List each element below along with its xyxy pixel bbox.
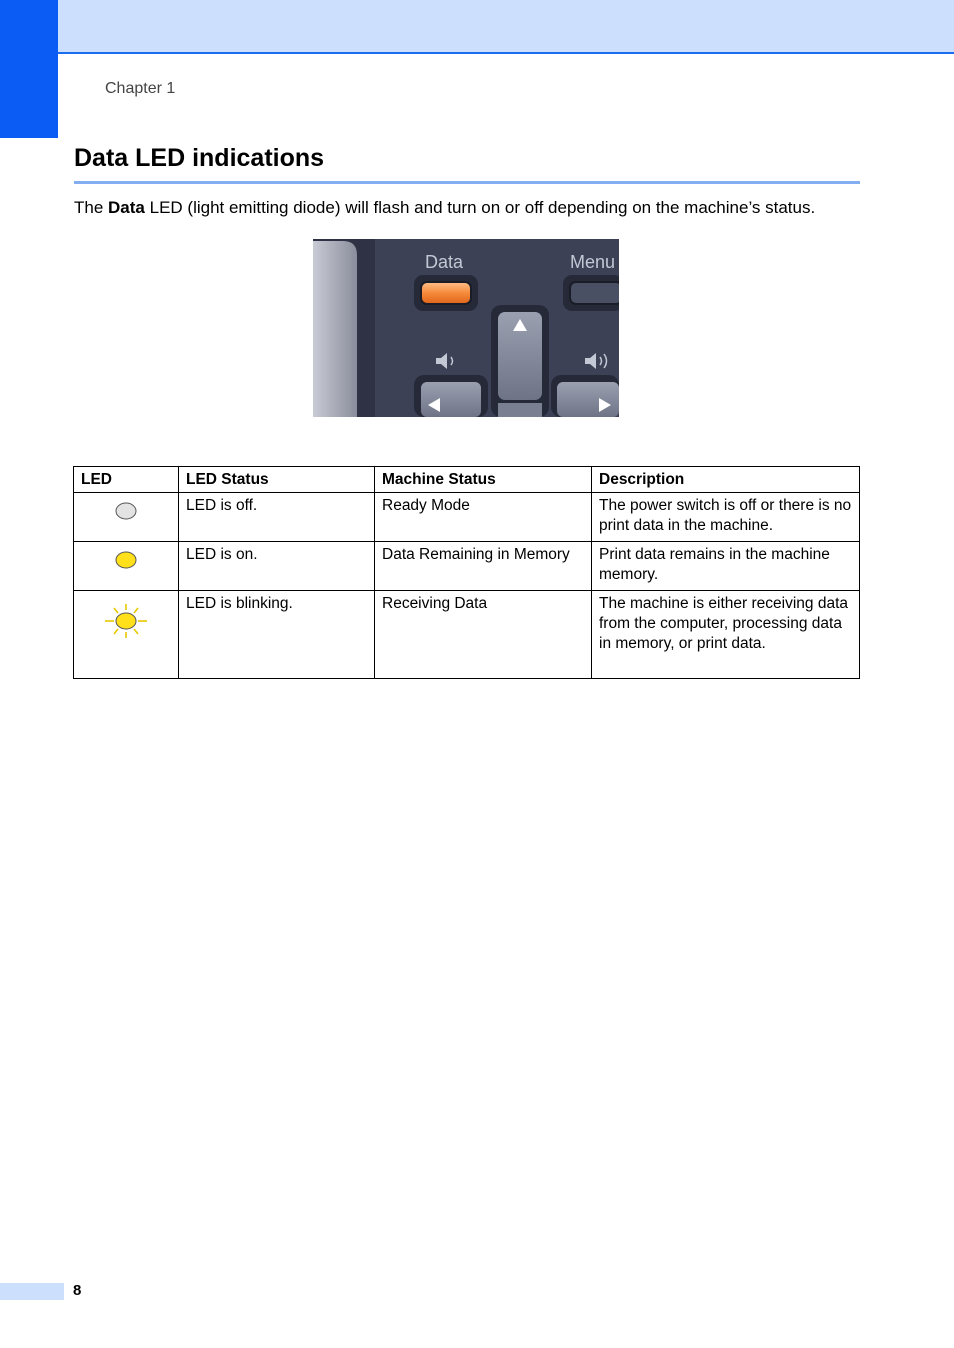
led-on-icon bbox=[114, 550, 138, 570]
table-row bbox=[74, 542, 860, 591]
column-header: Machine Status bbox=[375, 467, 592, 493]
led-cell bbox=[74, 542, 179, 591]
led-cell bbox=[74, 591, 179, 679]
panel-data-label: Data bbox=[425, 252, 464, 272]
page-number: 8 bbox=[73, 1282, 82, 1299]
column-header: Description bbox=[592, 467, 860, 493]
chapter-label: Chapter 1 bbox=[105, 80, 176, 97]
left-arrow-button bbox=[421, 382, 481, 417]
table-row bbox=[74, 493, 860, 542]
led-blinking-icon bbox=[103, 603, 149, 639]
table-header-row bbox=[74, 467, 860, 493]
led-status-cell: LED is off. bbox=[179, 493, 375, 542]
intro-bold: Data bbox=[108, 198, 145, 217]
table-row bbox=[74, 591, 860, 679]
description-cell: The power switch is off or there is no print data in the machine. bbox=[592, 493, 860, 542]
footer-bar bbox=[0, 1283, 64, 1300]
led-off-icon bbox=[114, 501, 138, 521]
column-header: LED bbox=[74, 467, 179, 493]
column-header: LED Status bbox=[179, 467, 375, 493]
led-cell bbox=[74, 493, 179, 542]
right-arrow-button bbox=[557, 382, 619, 417]
intro-paragraph bbox=[74, 198, 815, 218]
description-cell: The machine is either receiving data from the computer, processing data in memory, or print data. bbox=[592, 591, 860, 679]
led-status-cell: LED is on. bbox=[179, 542, 375, 591]
intro-suffix: LED (light emitting diode) will flash and turn on or off depending on the machine’s status. bbox=[144, 198, 816, 217]
control-panel-image bbox=[313, 239, 619, 417]
title-rule bbox=[74, 181, 860, 184]
led-status-table bbox=[73, 466, 860, 679]
machine-status-cell: Data Remaining in Memory bbox=[375, 542, 592, 591]
menu-button bbox=[570, 282, 619, 304]
panel-menu-label: Menu bbox=[570, 252, 616, 272]
machine-status-cell: Ready Mode bbox=[375, 493, 592, 542]
machine-status-cell: Receiving Data bbox=[375, 591, 592, 679]
description-cell: Print data remains in the machine memory. bbox=[592, 542, 860, 591]
data-led-light bbox=[421, 282, 471, 304]
chapter-tab bbox=[0, 0, 58, 138]
page-title: Data LED indications bbox=[74, 144, 325, 172]
header-band bbox=[0, 0, 954, 54]
intro-prefix: The bbox=[74, 198, 109, 217]
led-status-cell: LED is blinking. bbox=[179, 591, 375, 679]
